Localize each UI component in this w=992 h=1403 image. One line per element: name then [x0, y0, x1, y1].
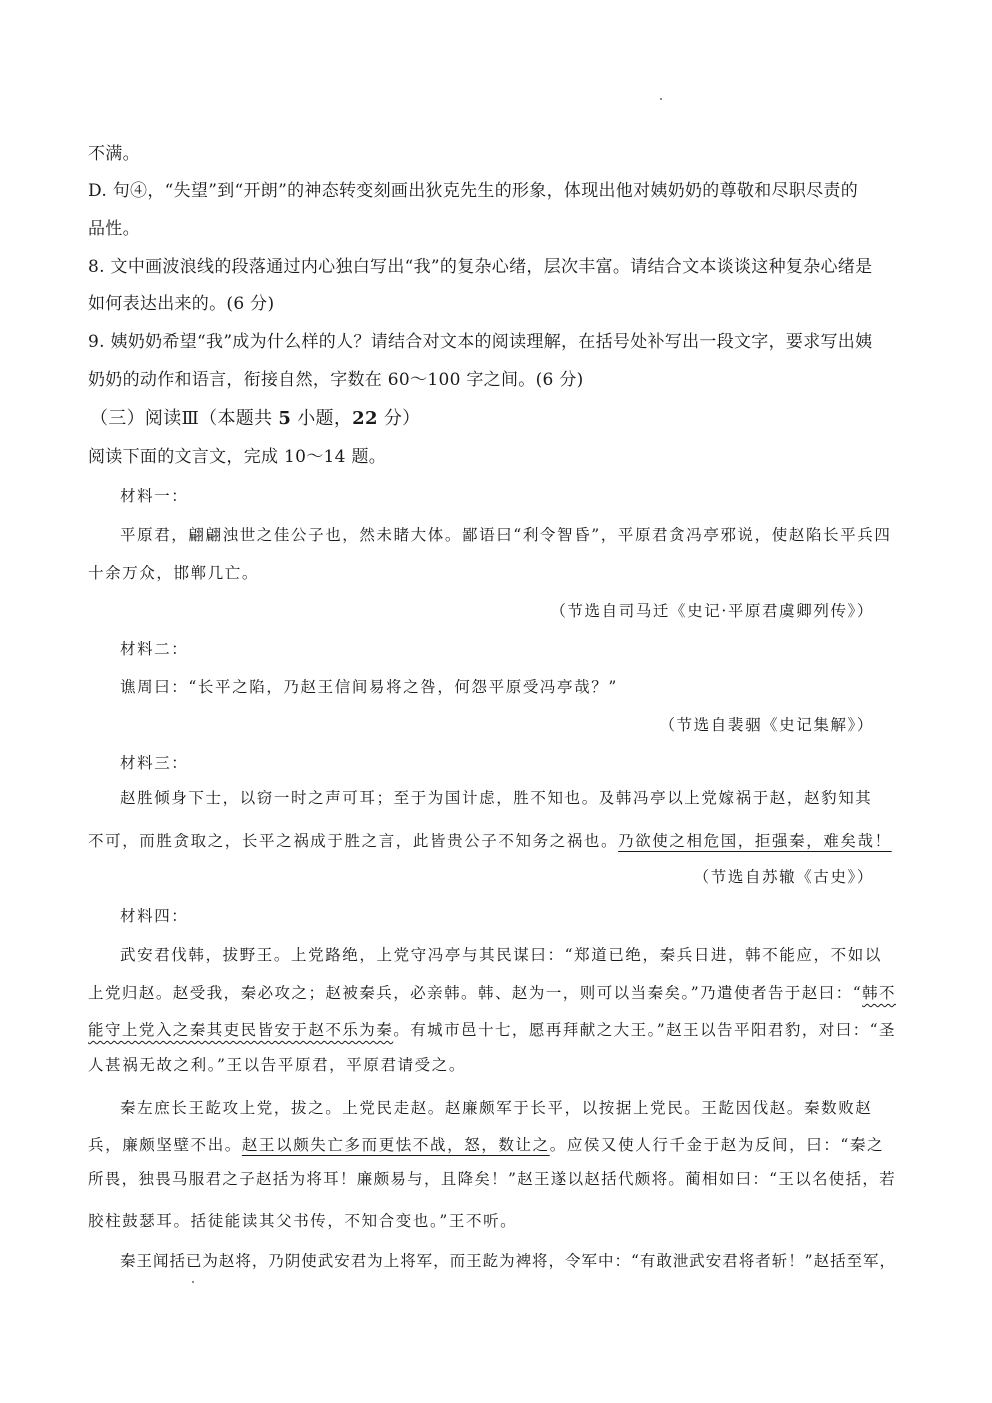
scan-speck — [660, 98, 662, 100]
material-4-para2-line3: 所畏，独畏马服君之子赵括为将耳！廉颇易与，且降矣！”赵王遂以赵括代颇将。蔺相如曰：“王以名使括，若 — [88, 1170, 896, 1188]
reading-instruction: 阅读下面的文言文，完成 10～14 题。 — [88, 447, 387, 467]
question-count: 5 — [278, 408, 292, 429]
material-3-line2: 不可，而胜贪取之，长平之祸成于胜之言，此皆贵公子不知务之祸也。乃欲使之相危国，拒强秦，难矣哉！ — [88, 832, 892, 850]
q7-option-d-line1: D. 句④，“失望”到“开朗”的神态转变刻画出狄克先生的形象，体现出他对姨奶奶的尊敬和尽职尽责的 — [88, 181, 858, 201]
material-4-line3: 能守上党入之秦其吏民皆安于赵不乐为秦。有城市邑十七，愿再拜献之大王。”赵王以告平阳君豹，对曰：“圣 — [88, 1021, 896, 1039]
material-4-line1: 武安君伐韩，拔野王。上党路绝，上党守冯亭与其民谋曰：“郑道已绝，秦兵日进，韩不能应，不如以 — [120, 946, 882, 964]
material-2-title: 材料二： — [120, 640, 189, 658]
section-score: 22 — [352, 408, 378, 429]
section-3-heading: （三）阅读Ⅲ（本题共 5 小题，22 分） — [90, 408, 421, 429]
underlined-sentence: 乃欲使之相危国，拒强秦，难矣哉！ — [618, 832, 892, 850]
material-4-para2-line4: 胶柱鼓瑟耳。括徒能读其父书传，不知合变也。”王不听。 — [88, 1212, 518, 1230]
material-3-title: 材料三： — [120, 754, 189, 772]
scan-speck — [192, 1281, 194, 1283]
material-2-source: （节选自裴骃《史记集解》） — [659, 716, 874, 734]
material-4-title: 材料四： — [120, 907, 189, 925]
question-8-line1: 8. 文中画波浪线的段落通过内心独白写出“我”的复杂心绪，层次丰富。请结合文本谈谈这种复杂心绪是 — [88, 257, 873, 277]
material-4-para2-line1: 秦左庶长王龁攻上党，拔之。上党民走赵。赵廉颇军于长平，以按据上党民。王龁因伐赵。秦数败赵 — [120, 1099, 873, 1117]
material-1-source: （节选自司马迁《史记·平原君虞卿列传》） — [550, 602, 874, 620]
underlined-sentence: 赵王以颇失亡多而更怯不战，怒，数让之 — [241, 1136, 550, 1154]
material-4-para2-line2: 兵，廉颇坚壁不出。赵王以颇失亡多而更怯不战，怒，数让之。应侯又使人行千金于赵为反间，曰：“秦之 — [88, 1136, 885, 1154]
material-3-source: （节选自苏辙《古史》） — [693, 868, 874, 886]
material-3-line1: 赵胜倾身下士，以窃一时之声可耳；至于为国计虑，胜不知也。及韩冯亭以上党嫁祸于赵，赵豹知其 — [120, 789, 873, 807]
material-4-line2: 上党归赵。赵受我，秦必攻之；赵被秦兵，必亲韩。韩、赵为一，则可以当秦矣。”乃遣使者告于赵曰：“韩不 — [88, 984, 896, 1002]
material-1-line1: 平原君，翩翩浊世之佳公子也，然未睹大体。鄙语曰“利令智昏”，平原君贪冯亭邪说，使赵陷长平兵四 — [120, 526, 892, 544]
material-1-title: 材料一： — [120, 487, 189, 505]
wavy-underlined-text: 能守上党入之秦其吏民皆安于赵不乐为秦 — [88, 1021, 394, 1039]
q7-tail-text: 不满。 — [88, 144, 140, 164]
question-9-line2: 奶奶的动作和语言，衔接自然，字数在 60～100 字之间。(6 分) — [88, 370, 584, 390]
q7-option-d-line2: 品性。 — [88, 219, 140, 239]
wavy-underlined-text: 韩不 — [862, 984, 896, 1002]
material-4-line4: 人甚祸无故之利。”王以告平原君，平原君请受之。 — [88, 1056, 466, 1074]
question-9-line1: 9. 姨奶奶希望“我”成为什么样的人？请结合对文本的阅读理解，在括号处补写出一段文字，要求写出姨 — [88, 332, 873, 352]
material-2-line1: 谯周曰：“长平之陷，乃赵王信间易将之咎，何怨平原受冯亭哉？” — [120, 678, 618, 696]
material-4-para3-line1: 秦王闻括已为赵将，乃阴使武安君为上将军，而王龁为裨将，令军中：“有敢泄武安君将者斩！”赵括至军， — [120, 1252, 896, 1270]
question-8-line2: 如何表达出来的。(6 分) — [88, 294, 275, 314]
material-1-line2: 十余万众，邯郸几亡。 — [88, 564, 260, 582]
